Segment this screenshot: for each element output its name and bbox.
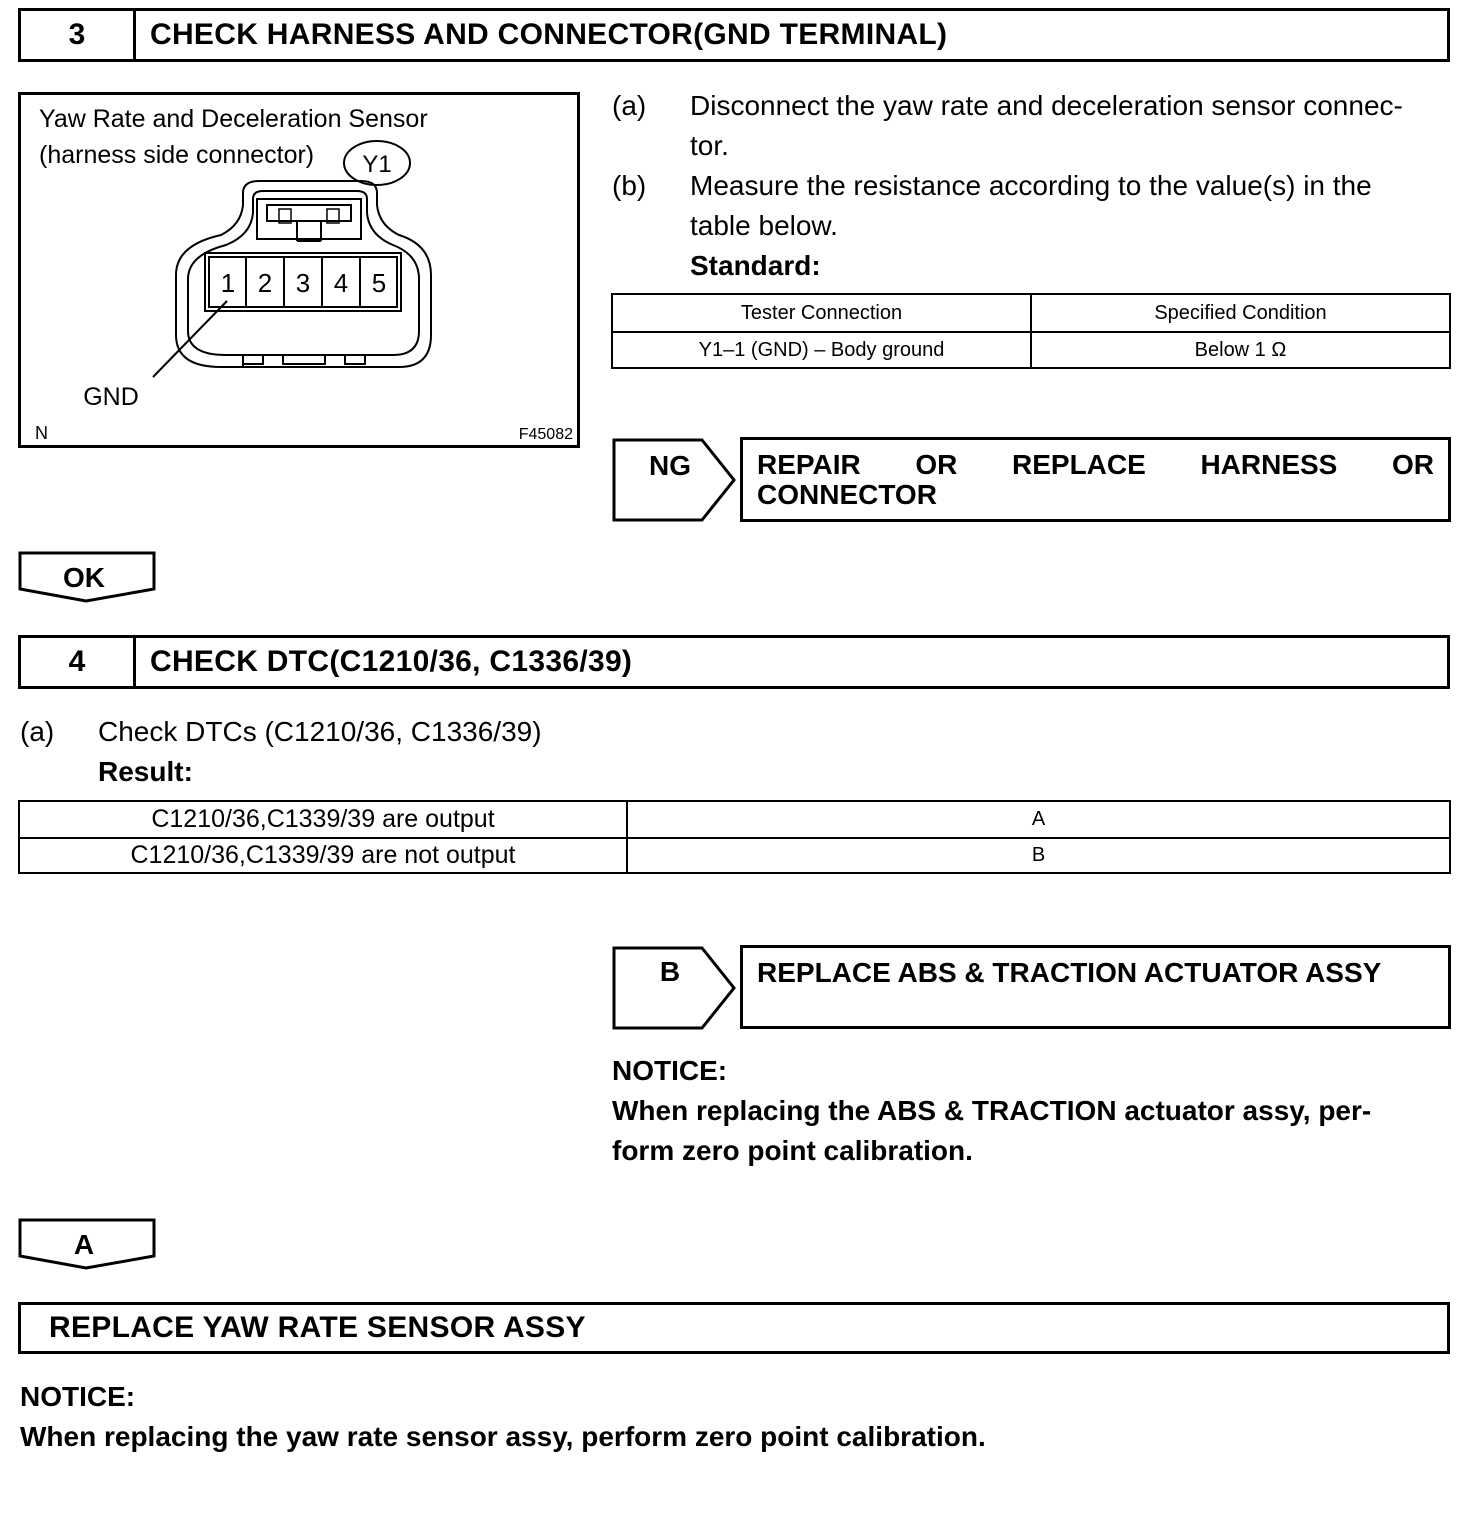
ng-label: NG (649, 450, 691, 481)
step-3b-line2: table below. (690, 210, 838, 241)
ng-action-word: REPAIR (757, 449, 861, 480)
a-tab (18, 1218, 158, 1272)
pin-5: 5 (371, 268, 387, 298)
table-row (612, 332, 1450, 368)
result-cell-code: A (627, 801, 1450, 838)
b-action-box (740, 945, 1451, 1029)
gnd-leader-line (153, 301, 227, 377)
final-notice-label: NOTICE: (20, 1381, 136, 1412)
step-4a-text: Check DTCs (C1210/36, C1336/39) (98, 716, 542, 747)
pin-3: 3 (295, 268, 311, 298)
figure-caption-line2: (harness side connector) (39, 141, 315, 169)
pin-1: 1 (220, 268, 236, 298)
ng-action-line1 (757, 450, 1434, 480)
result-cell-condition: C1210/36,C1339/39 are output (19, 801, 627, 838)
standard-header-condition: Specified Condition (1031, 294, 1450, 332)
standard-cell-condition: Below 1 Ω (1031, 332, 1450, 368)
connector-id-text: Y1 (362, 151, 392, 178)
ng-action-word: REPLACE (1012, 449, 1146, 480)
b-notice-line1: When replacing the ABS & TRACTION actuator assy, per- (612, 1095, 1372, 1126)
connector-drawing (21, 95, 577, 445)
ng-action-word: HARNESS (1200, 449, 1338, 480)
step-4-title: CHECK DTC(C1210/36, C1336/39) (150, 645, 633, 678)
step-3a-marker: (a) (612, 90, 647, 121)
step-3b-marker: (b) (612, 170, 647, 201)
ng-arrow (612, 438, 738, 524)
step-4-header (18, 635, 1450, 689)
step-4a-marker: (a) (20, 716, 55, 747)
step-3a (612, 86, 1450, 166)
ng-action-line2: CONNECTOR (757, 479, 937, 510)
table-row (19, 801, 1450, 838)
step-3b (612, 166, 1450, 286)
step-4-instructions (20, 712, 920, 792)
b-notice-line2: form zero point calibration. (612, 1135, 973, 1166)
ng-action-word: OR (915, 449, 958, 480)
step-3-title: CHECK HARNESS AND CONNECTOR(GND TERMINAL) (150, 18, 948, 51)
result-table (18, 800, 1451, 874)
b-arrow (612, 946, 738, 1032)
final-title: REPLACE YAW RATE SENSOR ASSY (49, 1311, 586, 1344)
ok-label: OK (63, 562, 105, 593)
step-3b-line1: Measure the resistance according to the value(s) in the (690, 170, 1372, 201)
ng-action-word: OR (1392, 449, 1434, 480)
b-notice (612, 1051, 1452, 1171)
ok-tab (18, 551, 158, 605)
final-notice-text: When replacing the yaw rate sensor assy, perform zero point calibration. (20, 1421, 986, 1452)
final-header (18, 1302, 1450, 1354)
b-label: B (659, 956, 681, 987)
standard-header-connection: Tester Connection (612, 294, 1031, 332)
table-row (19, 838, 1450, 873)
gnd-label: GND (83, 383, 139, 411)
result-label: Result: (98, 756, 193, 787)
a-label: A (73, 1229, 95, 1260)
step-3-instructions (612, 86, 1450, 286)
step-3-header (18, 8, 1450, 62)
figure-id: F45082 (518, 426, 573, 443)
standard-cell-connection: Y1–1 (GND) – Body ground (612, 332, 1031, 368)
b-notice-label: NOTICE: (612, 1055, 728, 1086)
b-action-text: REPLACE ABS & TRACTION ACTUATOR ASSY (757, 957, 1382, 988)
connector-bottom-tabs (243, 355, 365, 367)
step-3a-line2: tor. (690, 130, 729, 161)
step-4-number: 4 (21, 638, 136, 686)
figure-corner-n: N (35, 423, 48, 443)
pin-4: 4 (333, 268, 349, 298)
standard-table (611, 293, 1451, 369)
pin-2: 2 (257, 268, 273, 298)
step-3a-line1: Disconnect the yaw rate and deceleration sensor connec- (690, 90, 1403, 121)
standard-label: Standard: (690, 250, 821, 281)
figure-caption-line1: Yaw Rate and Deceleration Sensor (39, 105, 428, 133)
result-cell-code: B (627, 838, 1450, 873)
result-cell-condition: C1210/36,C1339/39 are not output (19, 838, 627, 873)
connector-figure (18, 92, 580, 448)
step-3-number: 3 (21, 11, 136, 59)
ng-action-box (740, 437, 1451, 522)
final-notice (20, 1377, 1450, 1457)
